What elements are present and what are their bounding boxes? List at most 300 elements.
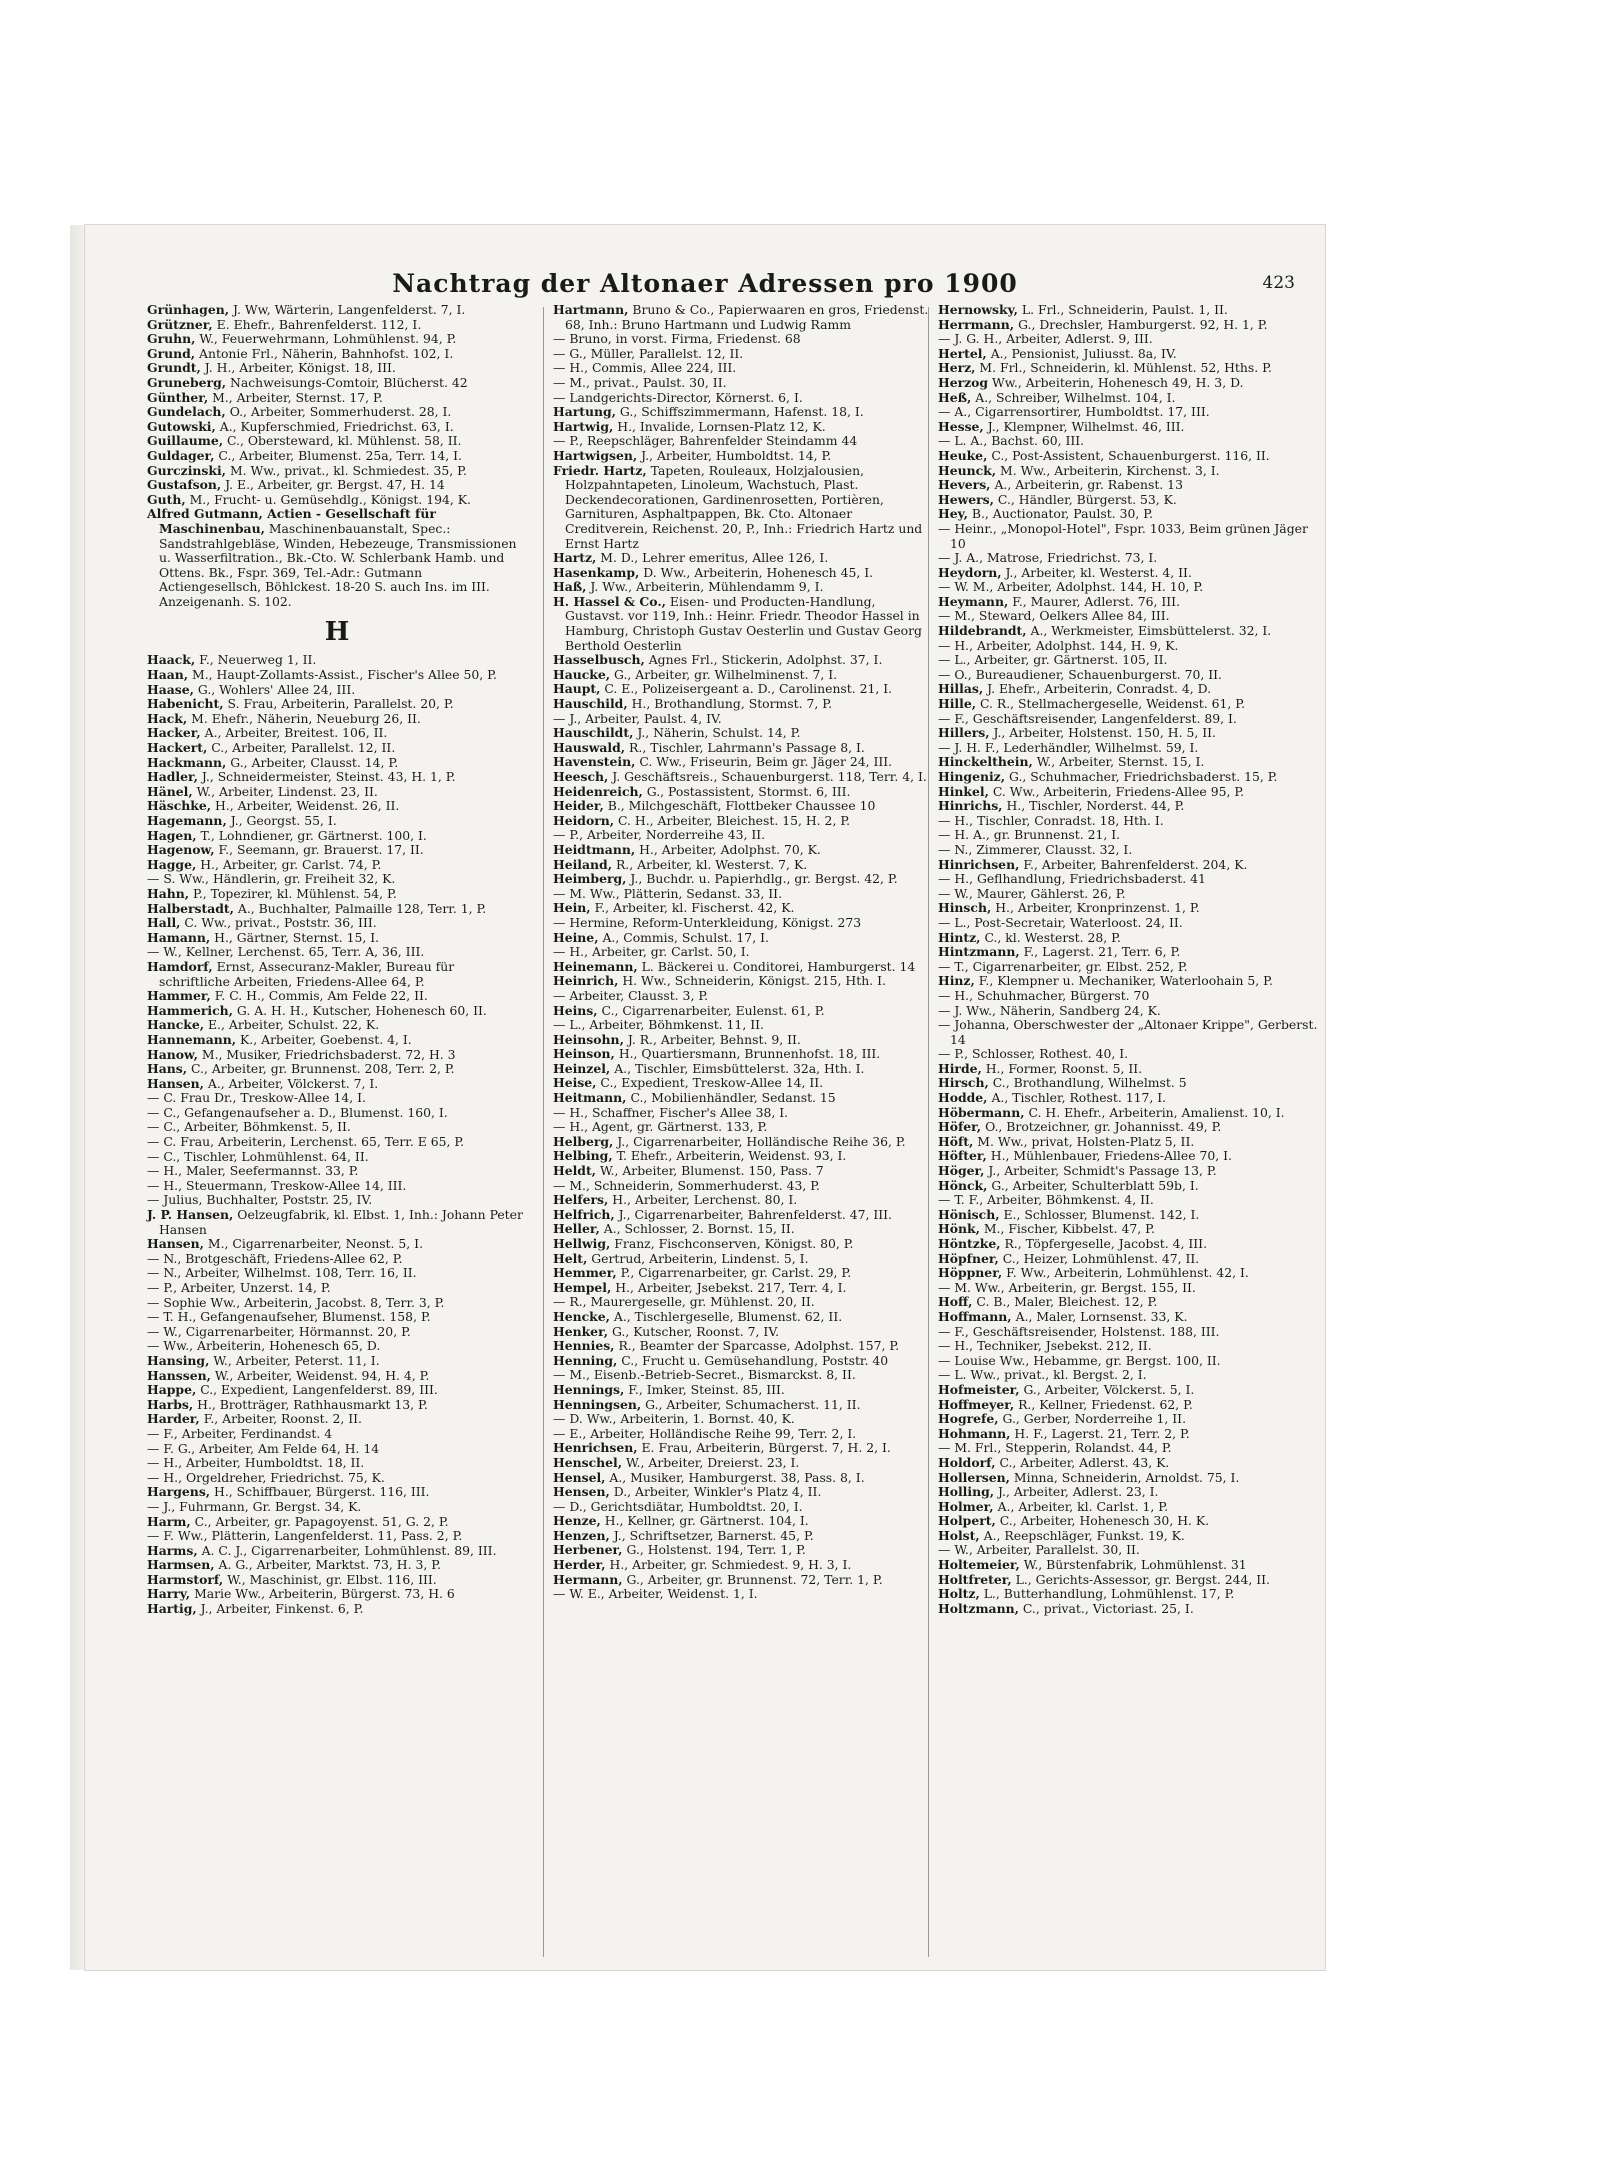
- entry-details: G., Gerber, Norderreihe 1, II.: [998, 1411, 1187, 1427]
- entry-name: Hein,: [553, 900, 591, 916]
- entry-details: C. H., Arbeiter, Bleichest. 15, H. 2, P.: [614, 812, 851, 828]
- entry-details: W., Bürstenfabrik, Lohmühlenst. 31: [1019, 1557, 1247, 1573]
- entry-details: A., Tischlergeselle, Blumenst. 62, II.: [609, 1308, 843, 1324]
- entry-details: L., Butterhandlung, Lohmühlenst. 17, P.: [979, 1586, 1235, 1602]
- entry-name: Heins,: [553, 1002, 598, 1018]
- entry-name: Heinrich,: [553, 973, 619, 989]
- entry-details: — F., Geschäftsreisender, Holstenst. 188, III.: [938, 1323, 1220, 1339]
- entry-details: H., Gärtner, Sternst. 15, I.: [210, 929, 380, 945]
- entry-details: F., Maurer, Adlerst. 76, III.: [1008, 593, 1181, 609]
- directory-entry: [147, 1179, 527, 1194]
- directory-entry: [553, 1281, 933, 1296]
- entry-details: H., Arbeiter, Lerchenst. 80, I.: [608, 1192, 798, 1208]
- directory-entry: [147, 799, 527, 814]
- entry-name: Heidorn,: [553, 812, 615, 828]
- entry-details: A., Arbeiterin, gr. Rabenst. 13: [990, 477, 1183, 493]
- directory-entry: [147, 303, 527, 318]
- entry-name: Hinrichsen,: [938, 856, 1020, 872]
- directory-entry: [553, 1587, 933, 1602]
- entry-name: Hamann,: [147, 929, 211, 945]
- entry-details: — L. Ww., privat., kl. Bergst. 2, I.: [938, 1367, 1147, 1383]
- directory-entry: [147, 1120, 527, 1135]
- entry-details: H., Kellner, gr. Gärtnerst. 104, I.: [600, 1513, 809, 1529]
- directory-entry: [147, 1442, 527, 1457]
- entry-details: G., Schiffszimmermann, Hafenst. 18, I.: [615, 404, 864, 420]
- directory-entry: [938, 639, 1318, 654]
- entry-name: Helbing,: [553, 1148, 613, 1164]
- directory-entry: [938, 799, 1318, 814]
- entry-name: Hernowsky,: [938, 302, 1018, 317]
- directory-entry: [553, 1208, 933, 1223]
- entry-details: J. Ehefr., Arbeiterin, Conradst. 4, D.: [983, 681, 1212, 697]
- entry-name: Gutowski,: [147, 418, 216, 434]
- directory-entry: [147, 829, 527, 844]
- entry-name: Heinemann,: [553, 958, 638, 974]
- directory-entry: [147, 449, 527, 464]
- entry-details: C., privat., Victoriast. 25, I.: [1018, 1600, 1194, 1616]
- entry-name: Hartwigsen,: [553, 447, 638, 463]
- entry-details: — E., Arbeiter, Holländische Reihe 99, Terr. 2, I.: [553, 1425, 857, 1441]
- directory-entry: [938, 828, 1318, 843]
- directory-entry: [147, 478, 527, 493]
- directory-entry: [147, 1048, 527, 1063]
- entry-details: W., Arbeiter, Sternst. 15, I.: [1032, 754, 1205, 770]
- directory-entry: [553, 1252, 933, 1267]
- entry-name: Alfred Gutmann, Actien - Gesellschaft für Maschinenbau,: [147, 506, 436, 536]
- entry-details: — G., Müller, Parallelst. 12, II.: [553, 345, 744, 361]
- directory-entry: [553, 595, 933, 653]
- entry-name: Havenstein,: [553, 754, 636, 770]
- entry-name: Hartmann,: [553, 302, 629, 317]
- entry-details: M. Ehefr., Näherin, Neueburg 26, II.: [187, 710, 421, 726]
- directory-entry: [147, 376, 527, 391]
- entry-name: Holmer,: [938, 1498, 994, 1514]
- entry-details: W., Arbeiter, Weidenst. 94, H. 4, P.: [210, 1367, 430, 1383]
- directory-entry: [938, 493, 1318, 508]
- directory-entry: [553, 580, 933, 595]
- entry-details: A., Pensionist, Juliusst. 8a, IV.: [986, 345, 1177, 361]
- entry-details: M. D., Lehrer emeritus, Allee 126, I.: [596, 550, 829, 566]
- directory-entry: [938, 1529, 1318, 1544]
- directory-entry: [147, 814, 527, 829]
- entry-name: Haan,: [147, 667, 189, 683]
- directory-entry: [938, 712, 1318, 727]
- entry-details: H., Brothandlung, Stormst. 7, P.: [627, 696, 833, 712]
- entry-details: J. Ww, Wärterin, Langenfelderst. 7, I.: [229, 302, 466, 317]
- entry-details: — L., Arbeiter, gr. Gärtnerst. 105, II.: [938, 652, 1168, 668]
- entry-details: — Heinr., „Monopol-Hotel", Fspr. 1033, Beim grünen Jäger 10: [938, 520, 1308, 551]
- entry-name: Habenicht,: [147, 696, 224, 712]
- directory-entry: [938, 609, 1318, 624]
- entry-details: J. H., Arbeiter, Königst. 18, III.: [200, 360, 396, 376]
- entry-details: J., Arbeiter, kl. Westerst. 4, II.: [1001, 564, 1192, 580]
- entry-name: Hofmeister,: [938, 1381, 1020, 1397]
- entry-details: F. Ww., Arbeiterin, Lohmühlenst. 42, I.: [1002, 1265, 1249, 1281]
- entry-details: M. Frl., Schneiderin, kl. Mühlenst. 52, Hths. P.: [975, 360, 1272, 376]
- entry-name: Harder,: [147, 1411, 200, 1427]
- directory-entry: [553, 332, 933, 347]
- directory-entry: [553, 1091, 933, 1106]
- directory-entry: [553, 1427, 933, 1442]
- directory-entry: [553, 1398, 933, 1413]
- entry-details: W., Maschinist, gr. Elbst. 116, III.: [223, 1571, 437, 1587]
- entry-name: Henker,: [553, 1323, 609, 1339]
- directory-entry: [147, 1077, 527, 1092]
- entry-details: J., Klempner, Wilhelmst. 46, III.: [983, 418, 1185, 434]
- entry-details: H., Invalide, Lornsen-Platz 12, K.: [613, 418, 826, 434]
- entry-name: Hasenkamp,: [553, 564, 640, 580]
- directory-entry: [553, 464, 933, 552]
- entry-details: — H., Arbeiter, gr. Carlst. 50, I.: [553, 944, 750, 960]
- entry-details: D. Ww., Arbeiterin, Hohenesch 45, I.: [639, 564, 874, 580]
- entry-name: Guth,: [147, 491, 186, 507]
- directory-entry: [147, 1602, 527, 1617]
- entry-details: M. Ww., privat., kl. Schmiedest. 35, P.: [226, 462, 467, 478]
- entry-details: — H. A., gr. Brunnenst. 21, I.: [938, 827, 1121, 843]
- entry-name: Guldager,: [147, 447, 215, 463]
- directory-entry: [938, 1091, 1318, 1106]
- entry-details: W., Arbeiter, Lindenst. 23, II.: [192, 783, 378, 799]
- entry-details: C., Expedient, Langenfelderst. 89, III.: [196, 1382, 438, 1398]
- entry-name: Hirsch,: [938, 1075, 989, 1091]
- entry-details: Bruno & Co., Papierwaaren en gros, Friedenst. 68, Inh.: Bruno Hartmann und Ludwig Ramm: [565, 302, 929, 332]
- directory-entry: [938, 858, 1318, 873]
- directory-entry: [553, 449, 933, 464]
- entry-name: Hencke,: [553, 1308, 610, 1324]
- directory-entry: [553, 361, 933, 376]
- entry-name: Hevers,: [938, 477, 991, 493]
- directory-entry: [938, 1558, 1318, 1573]
- directory-entry: [938, 551, 1318, 566]
- directory-entry: [938, 653, 1318, 668]
- entry-details: J. R., Arbeiter, Behnst. 9, II.: [623, 1031, 801, 1047]
- section-letter: H: [324, 617, 350, 648]
- directory-entry: [938, 1222, 1318, 1237]
- entry-details: L. Bäckerei u. Conditorei, Hamburgerst. 14: [637, 958, 916, 974]
- entry-name: Hertel,: [938, 345, 987, 361]
- entry-details: H. Ww., Schneiderin, Königst. 215, Hth. I.: [618, 973, 886, 989]
- entry-details: — P., Schlosser, Rothest. 40, I.: [938, 1046, 1129, 1062]
- directory-entry: [147, 1018, 527, 1033]
- entry-details: A. C. J., Cigarrenarbeiter, Lohmühlenst. 89, III.: [197, 1542, 497, 1558]
- entry-name: Herder,: [553, 1557, 606, 1573]
- entry-name: Hartwig,: [553, 418, 614, 434]
- directory-entry: [938, 1471, 1318, 1486]
- directory-entry: [147, 916, 527, 931]
- entry-name: Hennings,: [553, 1381, 625, 1397]
- entry-details: M., Haupt-Zollamts-Assist., Fischer's Allee 50, P.: [188, 667, 497, 683]
- directory-entry: [938, 697, 1318, 712]
- directory-entry: [147, 1500, 527, 1515]
- entry-name: Höppner,: [938, 1265, 1003, 1281]
- directory-entry: [938, 391, 1318, 406]
- directory-entry: [147, 1544, 527, 1559]
- entry-details: C. Ww., Arbeiterin, Friedens-Allee 95, P.: [988, 783, 1245, 799]
- entry-details: — Johanna, Oberschwester der „Altonaer Krippe", Gerberst. 14: [938, 1017, 1318, 1047]
- entry-name: Henschel,: [553, 1454, 623, 1470]
- entry-name: Heinzel,: [553, 1060, 611, 1076]
- entry-name: Grund,: [147, 345, 196, 361]
- entry-details: — J. H. F., Lederhändler, Wilhelmst. 59, I.: [938, 739, 1199, 755]
- directory-entry: [147, 726, 527, 741]
- entry-details: F., Arbeiter, Roonst. 2, II.: [199, 1411, 362, 1427]
- entry-name: Hönck,: [938, 1177, 988, 1193]
- entry-name: Heß,: [938, 389, 972, 405]
- entry-details: F., Neuerweg 1, II.: [195, 652, 317, 668]
- entry-name: J. P. Hansen,: [147, 1207, 234, 1223]
- page-header: [85, 263, 1325, 303]
- entry-details: G., Holstenst. 194, Terr. 1, P.: [622, 1542, 806, 1558]
- directory-entry: [147, 858, 527, 873]
- directory-entry: [938, 1076, 1318, 1091]
- directory-entry: [553, 726, 933, 741]
- entry-name: Hintzmann,: [938, 944, 1020, 960]
- entry-name: Hintz,: [938, 929, 981, 945]
- directory-entry: [938, 887, 1318, 902]
- entry-details: A., Commis, Schulst. 17, I.: [598, 929, 769, 945]
- entry-name: Henningsen,: [553, 1396, 642, 1412]
- entry-name: Hennies,: [553, 1338, 615, 1354]
- directory-entry: [553, 1033, 933, 1048]
- directory-entry: [147, 887, 527, 902]
- directory-entry: [147, 931, 527, 946]
- entry-details: C. Ww., privat., Poststr. 36, III.: [180, 915, 377, 931]
- entry-name: Hempel,: [553, 1279, 612, 1295]
- entry-details: C. R., Stellmachergeselle, Weidenst. 61, P.: [976, 696, 1246, 712]
- directory-entry: [553, 1573, 933, 1588]
- entry-details: A., Schreiber, Wilhelmst. 104, I.: [971, 389, 1176, 405]
- entry-details: W., Feuerwehrmann, Lohmühlenst. 94, P.: [195, 331, 457, 347]
- directory-entry: [938, 1412, 1318, 1427]
- entry-name: Happe,: [147, 1382, 197, 1398]
- directory-entry: [553, 347, 933, 362]
- directory-entry: [938, 1441, 1318, 1456]
- entry-details: C., Mobilienhändler, Sedanst. 15: [626, 1090, 836, 1106]
- directory-entry: [147, 1529, 527, 1544]
- directory-entry: [938, 945, 1318, 960]
- directory-entry: [147, 843, 527, 858]
- entry-details: A., Tischler, Eimsbüttelerst. 32a, Hth. I.: [610, 1060, 865, 1076]
- entry-name: Hackmann,: [147, 754, 227, 770]
- entry-details: — H., Agent, gr. Gärtnerst. 133, P.: [553, 1119, 768, 1135]
- directory-entry: [553, 376, 933, 391]
- directory-entry: [938, 1047, 1318, 1062]
- directory-entry: [553, 1047, 933, 1062]
- entry-details: Tapeten, Rouleaux, Holzjalousien, Holzpahntapeten, Linoleum, Wachstuch, Plast. Deckendecorationen, Gardinenrosetten, Portièren, Garnituren, Asphaltpappen, Bk. Cto. Altonaer Creditverein, Reichenst. 20, P., Inh.: Friedrich Hartz und Ernst Hartz: [565, 462, 923, 551]
- entry-name: Hagen,: [147, 827, 197, 843]
- directory-entry: [553, 1500, 933, 1515]
- directory-entry: [553, 391, 933, 406]
- entry-name: Hartz,: [553, 550, 597, 566]
- page-title: Nachtrag der Altonaer Adressen pro 1900: [392, 269, 1018, 298]
- entry-details: — M. Ww., Plätterin, Sedanst. 33, II.: [553, 885, 783, 901]
- directory-entry: [553, 1368, 933, 1383]
- directory-entry: [147, 361, 527, 376]
- entry-details: — C., Arbeiter, Böhmkenst. 5, II.: [147, 1119, 351, 1135]
- directory-entry: [553, 1179, 933, 1194]
- directory-entry: [938, 1602, 1318, 1617]
- entry-details: — J., Arbeiter, Paulst. 4, IV.: [553, 710, 722, 726]
- entry-details: W., Arbeiter, Blumenst. 150, Pass. 7: [596, 1163, 824, 1179]
- directory-column-3: [938, 303, 1318, 1616]
- directory-entry: [938, 814, 1318, 829]
- entry-details: — Ww., Arbeiterin, Hohenesch 65, D.: [147, 1338, 381, 1354]
- directory-entry: [147, 741, 527, 756]
- entry-details: G., Arbeiter, Clausst. 14, P.: [226, 754, 399, 770]
- entry-details: Agnes Frl., Stickerin, Adolphst. 37, I.: [644, 652, 883, 668]
- entry-details: Franz, Fischconserven, Königst. 80, P.: [610, 1236, 854, 1251]
- entry-details: G., Arbeiter, gr. Brunnenst. 72, Terr. 1, P.: [622, 1571, 883, 1587]
- entry-name: Harry,: [147, 1586, 191, 1602]
- directory-entry: [147, 1164, 527, 1179]
- entry-details: — C. Frau Dr., Treskow-Allee 14, I.: [147, 1090, 366, 1106]
- entry-name: Grünhagen,: [147, 302, 230, 317]
- directory-entry: [147, 1208, 527, 1237]
- directory-entry: [938, 1383, 1318, 1398]
- entry-details: — F. G., Arbeiter, Am Felde 64, H. 14: [147, 1440, 380, 1456]
- entry-name: Gruhn,: [147, 331, 196, 347]
- directory-entry: [553, 974, 933, 989]
- entry-details: E., Arbeiter, Schulst. 22, K.: [204, 1017, 380, 1033]
- entry-details: — Landgerichts-Director, Körnerst. 6, I.: [553, 389, 803, 405]
- entry-details: — O., Bureaudiener, Schauenburgerst. 70, II.: [938, 666, 1222, 682]
- entry-details: H. F., Lagerst. 21, Terr. 2, P.: [1010, 1425, 1190, 1441]
- entry-details: T., Lohndiener, gr. Gärtnerst. 100, I.: [196, 827, 427, 843]
- directory-entry: [147, 1339, 527, 1354]
- entry-details: C., Obersteward, kl. Mühlenst. 58, II.: [223, 433, 462, 449]
- entry-name: Hingeniz,: [938, 769, 1006, 784]
- entry-name: Halberstadt,: [147, 900, 234, 916]
- entry-name: Holling,: [938, 1484, 995, 1500]
- entry-details: J. E., Arbeiter, gr. Bergst. 47, H. 14: [221, 477, 445, 493]
- entry-details: G., Arbeiter, Schumacherst. 11, II.: [641, 1396, 861, 1412]
- entry-details: M., Fischer, Kibbelst. 47, P.: [979, 1221, 1155, 1237]
- entry-name: Heldt,: [553, 1163, 596, 1179]
- entry-name: Gundelach,: [147, 404, 226, 420]
- directory-entry: [553, 872, 933, 887]
- entry-name: Hall,: [147, 915, 181, 931]
- entry-name: Hammer,: [147, 988, 211, 1004]
- entry-name: Herrmann,: [938, 316, 1015, 332]
- entry-name: Hellwig,: [553, 1236, 611, 1251]
- entry-details: G., Arbeiter, Schulterblatt 59b, I.: [987, 1177, 1199, 1193]
- entry-name: Friedr. Hartz,: [553, 462, 647, 478]
- directory-entry: [553, 887, 933, 902]
- directory-entry: [553, 916, 933, 931]
- entry-details: L. Frl., Schneiderin, Paulst. 1, II.: [1017, 302, 1228, 317]
- directory-entry: [553, 1339, 933, 1354]
- directory-entry: [553, 799, 933, 814]
- entry-details: — Bruno, in vorst. Firma, Friedenst. 68: [553, 331, 801, 347]
- entry-name: Hoffmeyer,: [938, 1396, 1015, 1412]
- directory-entry: [553, 405, 933, 420]
- entry-details: — Sophie Ww., Arbeiterin, Jacobst. 8, Terr. 3, P.: [147, 1294, 445, 1310]
- directory-entry: [553, 828, 933, 843]
- directory-entry: [147, 318, 527, 333]
- entry-name: Heiland,: [553, 856, 613, 872]
- directory-entry: [938, 1281, 1318, 1296]
- entry-details: Marie Ww., Arbeiterin, Bürgerst. 73, H. 6: [190, 1586, 455, 1602]
- entry-name: Helberg,: [553, 1133, 614, 1149]
- entry-details: B., Milchgeschäft, Flottbeker Chaussee 10: [603, 798, 876, 814]
- directory-entry: [147, 653, 527, 668]
- entry-name: Hancke,: [147, 1017, 205, 1033]
- entry-details: T. Ehefr., Arbeiterin, Weidenst. 93, I.: [612, 1148, 847, 1164]
- directory-entry: [147, 1004, 527, 1019]
- directory-entry: [938, 303, 1318, 318]
- entry-details: — P., Arbeiter, Unzerst. 14, P.: [147, 1280, 331, 1295]
- entry-details: H., Arbeiter, gr. Schmiedest. 9, H. 3, I.: [605, 1557, 852, 1573]
- directory-entry: [147, 1587, 527, 1602]
- directory-entry: [938, 1339, 1318, 1354]
- entry-name: Hacker,: [147, 725, 201, 741]
- directory-entry: [938, 843, 1318, 858]
- entry-name: Heuke,: [938, 447, 988, 463]
- entry-details: — R., Maurergeselle, gr. Mühlenst. 20, II.: [553, 1294, 815, 1310]
- entry-name: Hinz,: [938, 973, 975, 989]
- directory-entry: [147, 1558, 527, 1573]
- directory-entry: [938, 1310, 1318, 1325]
- entry-details: — H., Techniker, Jsebekst. 212, II.: [938, 1338, 1152, 1354]
- entry-details: C., kl. Westerst. 28, P.: [980, 929, 1121, 945]
- entry-name: Hensen,: [553, 1484, 610, 1500]
- entry-details: R., Kellner, Friedenst. 62, P.: [1014, 1396, 1193, 1412]
- entry-details: Nachweisungs-Comtoir, Blücherst. 42: [226, 374, 468, 390]
- directory-entry: [938, 1514, 1318, 1529]
- entry-details: — A., Cigarrensortirer, Humboldtst. 17, III.: [938, 404, 1210, 420]
- entry-details: G., Postassistent, Stormst. 6, III.: [642, 783, 851, 799]
- directory-entry: [938, 872, 1318, 887]
- entry-name: Hauschild,: [553, 696, 628, 712]
- directory-entry: [147, 683, 527, 698]
- entry-details: Ernst, Assecuranz-Makler, Bureau für schriftliche Arbeiten, Friedens-Allee 64, P.: [159, 958, 455, 989]
- entry-details: A., Tischler, Rothest. 117, I.: [987, 1090, 1167, 1106]
- entry-details: — P., Arbeiter, Norderreihe 43, II.: [553, 827, 766, 843]
- entry-details: C., Arbeiter, gr. Brunnenst. 208, Terr. 2, P.: [187, 1061, 455, 1077]
- directory-entry: [938, 1252, 1318, 1267]
- directory-entry: [938, 1193, 1318, 1208]
- directory-entry: [938, 580, 1318, 595]
- directory-entry: [147, 1266, 527, 1281]
- entry-details: J., Arbeiter, Holstenst. 150, H. 5, II.: [989, 725, 1216, 741]
- entry-details: G., Drechsler, Hamburgerst. 92, H. 1, P.: [1014, 316, 1268, 332]
- entry-name: Grundt,: [147, 360, 201, 376]
- directory-entry: [938, 741, 1318, 756]
- directory-entry: [553, 858, 933, 873]
- directory-entry: [147, 420, 527, 435]
- directory-entry: [147, 1150, 527, 1165]
- directory-column-1: [147, 303, 527, 1617]
- entry-name: Hack,: [147, 710, 188, 726]
- directory-entry: [553, 303, 933, 332]
- directory-entry: [938, 361, 1318, 376]
- directory-entry: [938, 1543, 1318, 1558]
- directory-entry: [147, 1135, 527, 1150]
- entry-details: — N., Brotgeschäft, Friedens-Allee 62, P.: [147, 1250, 403, 1266]
- directory-entry: [938, 901, 1318, 916]
- entry-name: Hadler,: [147, 769, 198, 785]
- entry-details: P., Cigarrenarbeiter, gr. Carlst. 29, P.: [616, 1265, 852, 1281]
- entry-name: Hasselbusch,: [553, 652, 645, 668]
- entry-name: Hinkel,: [938, 783, 989, 799]
- entry-name: H. Hassel & Co.,: [553, 593, 666, 609]
- directory-entry: [147, 1237, 527, 1252]
- entry-details: H., Arbeiter, Weidenst. 26, II.: [211, 798, 400, 814]
- entry-name: Hansen,: [147, 1075, 204, 1091]
- directory-entry: [553, 1354, 933, 1369]
- entry-details: J., Cigarrenarbeiter, Bahrenfelderst. 47, III.: [614, 1206, 892, 1222]
- entry-details: J., Arbeiter, Adlerst. 23, I.: [994, 1484, 1159, 1500]
